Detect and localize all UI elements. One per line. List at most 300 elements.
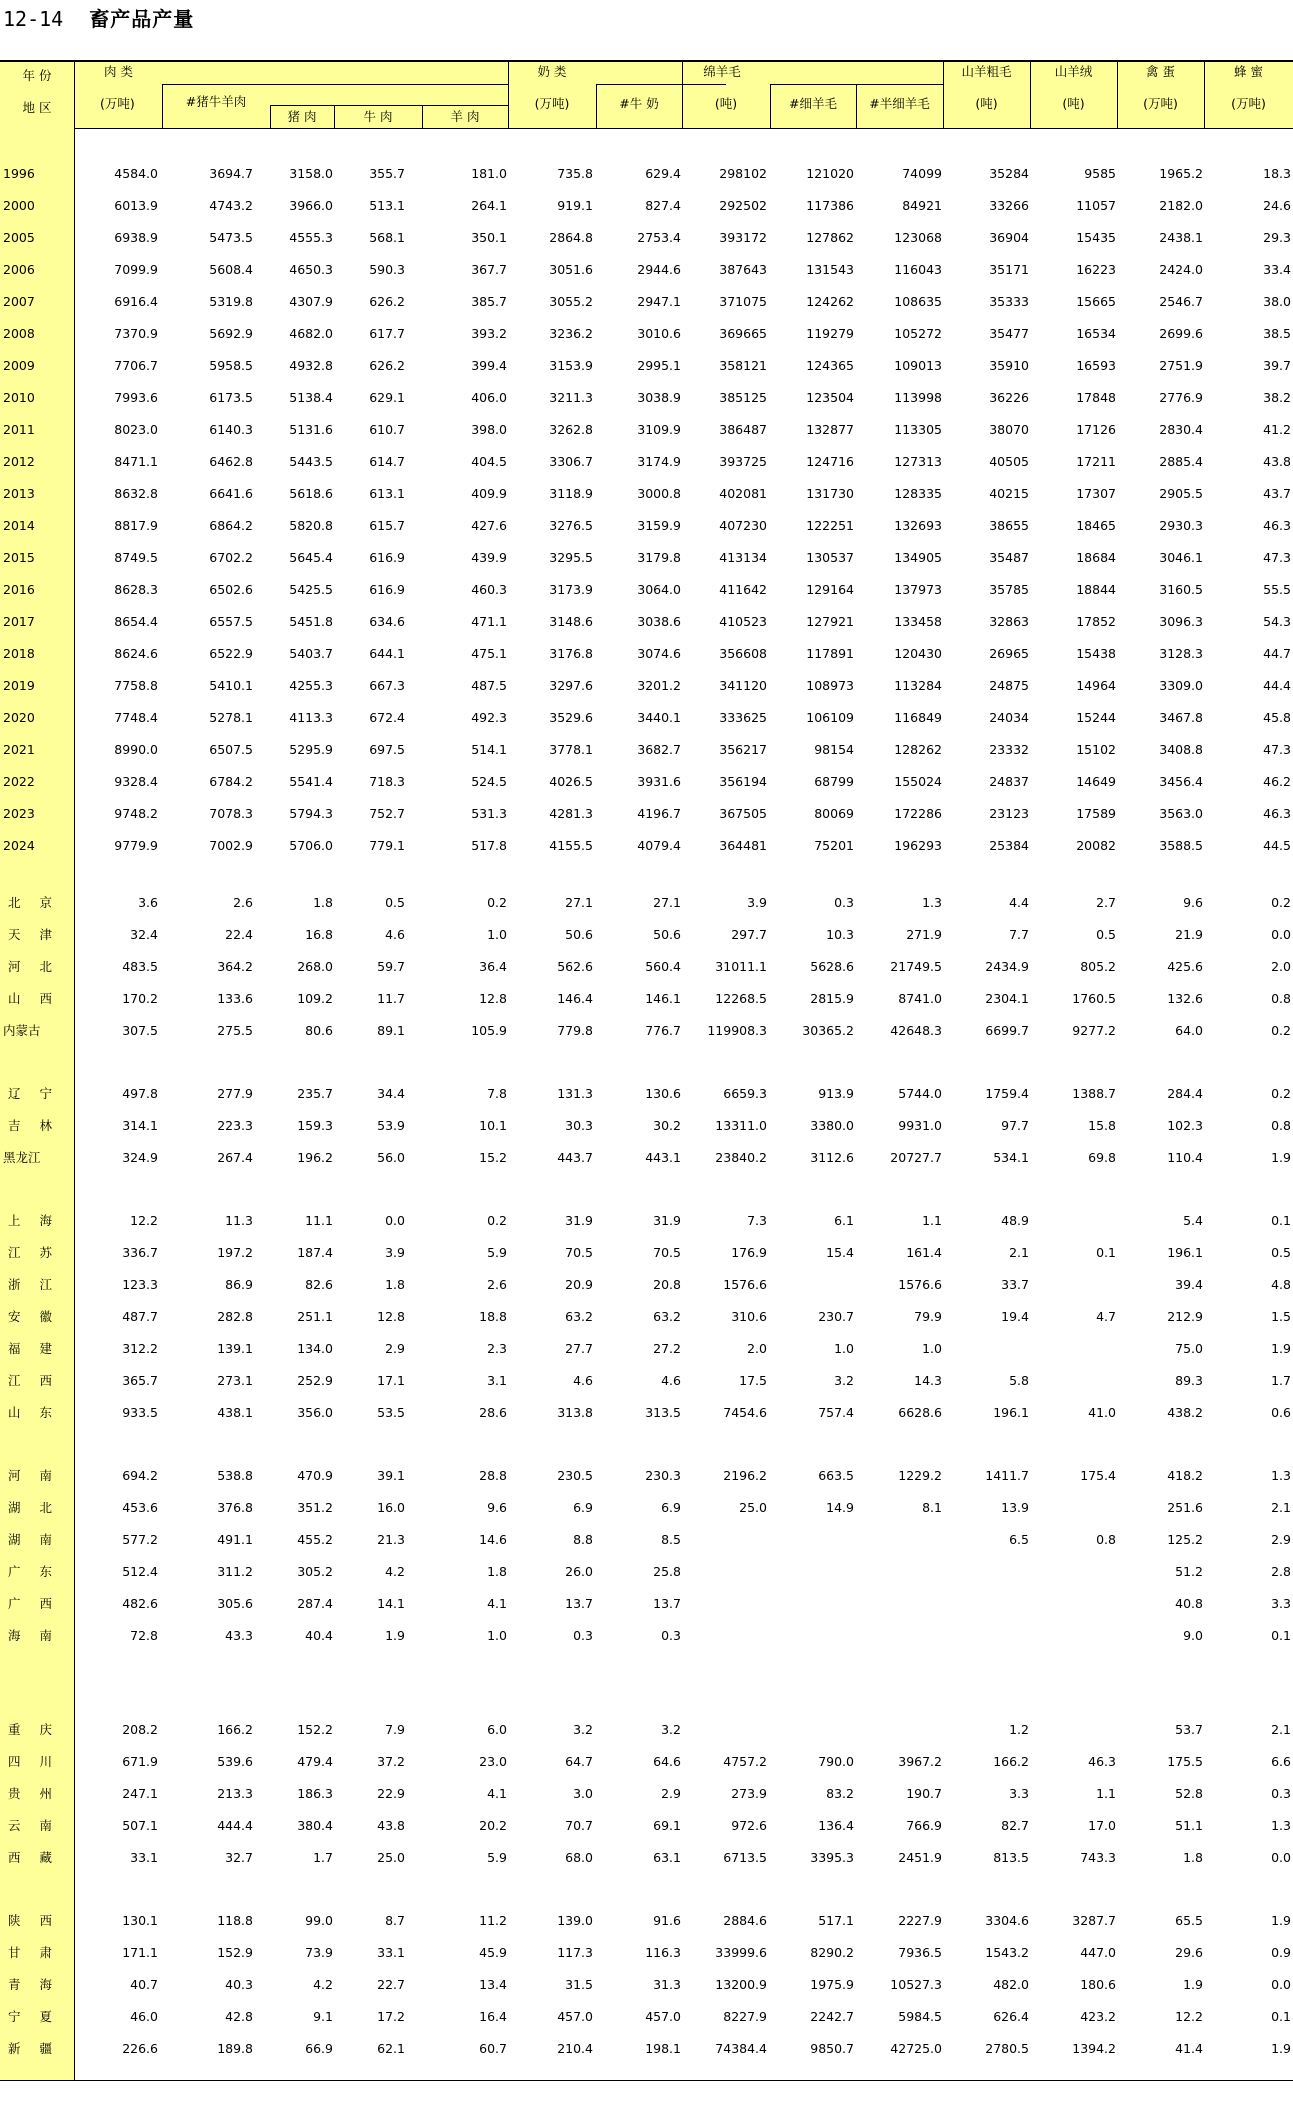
cell-beef: 779.1 <box>369 838 405 853</box>
cell-eggs: 425.6 <box>1167 959 1203 974</box>
beef-header: 牛 肉 <box>363 109 393 124</box>
cell-honey: 43.8 <box>1263 454 1291 469</box>
cell-mutton: 11.2 <box>479 1913 507 1928</box>
cell-pork: 40.4 <box>305 1628 333 1643</box>
cell-cashmere <box>1033 1365 1116 1397</box>
cell-honey: 2.9 <box>1271 1532 1291 1547</box>
cell-pork: 4682.0 <box>289 326 333 341</box>
cell-sheep-wool: 2.0 <box>747 1341 767 1356</box>
cell-cow-milk: 3109.9 <box>637 422 681 437</box>
cell-pork-beef-mutton: 2.6 <box>233 895 253 910</box>
cell-pork: 187.4 <box>297 1245 333 1260</box>
cell-pork-beef-mutton: 6702.2 <box>209 550 253 565</box>
cell-sheep-wool: 385125 <box>719 390 767 405</box>
cell-semi-fine-wool: 1229.2 <box>898 1468 942 1483</box>
table-row <box>0 766 1293 798</box>
cell-milk: 3176.8 <box>549 646 593 661</box>
cell-mutton: 393.2 <box>471 326 507 341</box>
cell-milk: 63.2 <box>565 1309 593 1324</box>
cell-pork-beef-mutton: 213.3 <box>217 1786 253 1801</box>
cell-pork-beef-mutton: 6462.8 <box>209 454 253 469</box>
cell-cashmere <box>1033 1492 1116 1524</box>
cell-pork: 5451.8 <box>289 614 333 629</box>
cell-sheep-wool: 407230 <box>719 518 767 533</box>
cell-pork: 99.0 <box>305 1913 333 1928</box>
cell-cashmere <box>1033 1588 1116 1620</box>
cell-fine-wool: 83.2 <box>826 1786 854 1801</box>
cell-meat: 12.2 <box>130 1213 158 1228</box>
cell-sheep-wool: 74384.4 <box>715 2041 767 2056</box>
table-row <box>0 1365 1293 1397</box>
cell-honey: 1.3 <box>1271 1468 1291 1483</box>
cell-milk: 3778.1 <box>549 742 593 757</box>
cell-meat: 130.1 <box>122 1913 158 1928</box>
cell-cashmere: 18465 <box>1076 518 1116 533</box>
cell-fine-wool: 124716 <box>806 454 854 469</box>
table-row <box>0 830 1293 862</box>
cell-honey: 0.0 <box>1271 1977 1291 1992</box>
cell-pork-beef-mutton: 277.9 <box>217 1086 253 1101</box>
cell-goat-hair: 35171 <box>989 262 1029 277</box>
cell-honey: 0.2 <box>1271 895 1291 910</box>
year-label: 2024 <box>3 838 35 853</box>
cell-eggs: 21.9 <box>1175 927 1203 942</box>
fine-wool-header: #细羊毛 <box>789 96 837 111</box>
cell-semi-fine-wool: 2227.9 <box>898 1913 942 1928</box>
cell-cashmere: 2.7 <box>1096 895 1116 910</box>
table-row <box>0 670 1293 702</box>
cell-cashmere: 16534 <box>1076 326 1116 341</box>
region-label: 广西 <box>8 1596 52 1611</box>
cell-eggs: 3467.8 <box>1159 710 1203 725</box>
cell-honey: 2.1 <box>1271 1722 1291 1737</box>
header-bottom-rule <box>0 128 1293 129</box>
cell-goat-hair: 4.4 <box>1009 895 1029 910</box>
cell-honey: 2.8 <box>1271 1564 1291 1579</box>
cell-honey: 46.3 <box>1263 518 1291 533</box>
cell-cow-milk: 3682.7 <box>637 742 681 757</box>
cell-fine-wool: 6.1 <box>834 1213 854 1228</box>
cell-fine-wool: 230.7 <box>818 1309 854 1324</box>
cell-goat-hair: 23123 <box>989 806 1029 821</box>
table-row <box>0 1746 1293 1778</box>
cell-meat: 497.8 <box>122 1086 158 1101</box>
cell-eggs: 65.5 <box>1175 1913 1203 1928</box>
cell-mutton: 4.1 <box>487 1786 507 1801</box>
cell-beef: 12.8 <box>377 1309 405 1324</box>
cell-semi-fine-wool: 9931.0 <box>898 1118 942 1133</box>
cell-mutton: 404.5 <box>471 454 507 469</box>
cell-cow-milk: 6.9 <box>661 1500 681 1515</box>
cell-sheep-wool: 31011.1 <box>715 959 767 974</box>
cell-sheep-wool: 369665 <box>719 326 767 341</box>
cell-honey: 0.3 <box>1271 1786 1291 1801</box>
cell-goat-hair: 35477 <box>989 326 1029 341</box>
cell-milk: 562.6 <box>557 959 593 974</box>
cell-cashmere: 0.5 <box>1096 927 1116 942</box>
cell-eggs: 2776.9 <box>1159 390 1203 405</box>
cell-mutton: 2.6 <box>487 1277 507 1292</box>
cell-cashmere: 4.7 <box>1096 1309 1116 1324</box>
cell-beef: 590.3 <box>369 262 405 277</box>
cell-mutton: 439.9 <box>471 550 507 565</box>
year-label: 2009 <box>3 358 35 373</box>
cell-goat-hair: 1759.4 <box>985 1086 1029 1101</box>
cell-pork-beef-mutton: 11.3 <box>225 1213 253 1228</box>
cell-fine-wool: 757.4 <box>818 1405 854 1420</box>
cell-sheep-wool: 402081 <box>719 486 767 501</box>
cell-mutton: 16.4 <box>479 2009 507 2024</box>
cell-milk: 20.9 <box>565 1277 593 1292</box>
cell-mutton: 460.3 <box>471 582 507 597</box>
cell-cow-milk: 3000.8 <box>637 486 681 501</box>
cell-fine-wool: 15.4 <box>826 1245 854 1260</box>
cell-pork: 196.2 <box>297 1150 333 1165</box>
cell-honey: 1.3 <box>1271 1818 1291 1833</box>
cell-mutton: 10.1 <box>479 1118 507 1133</box>
cell-beef: 616.9 <box>369 582 405 597</box>
cell-cow-milk: 2947.1 <box>637 294 681 309</box>
cell-milk: 313.8 <box>557 1405 593 1420</box>
cell-fine-wool: 3112.6 <box>810 1150 854 1165</box>
cell-meat: 453.6 <box>122 1500 158 1515</box>
cell-cow-milk: 2944.6 <box>637 262 681 277</box>
cell-pork: 5618.6 <box>289 486 333 501</box>
cashmere-unit: (吨) <box>1062 96 1085 111</box>
cell-fine-wool: 130537 <box>806 550 854 565</box>
cell-pork: 4.2 <box>313 1977 333 1992</box>
cell-cashmere: 175.4 <box>1080 1468 1116 1483</box>
cell-beef: 616.9 <box>369 550 405 565</box>
table-row <box>0 1810 1293 1842</box>
cell-cow-milk: 3201.2 <box>637 678 681 693</box>
cell-sheep-wool: 6659.3 <box>723 1086 767 1101</box>
cell-pork: 1.8 <box>313 895 333 910</box>
cell-eggs: 284.4 <box>1167 1086 1203 1101</box>
cell-pork: 356.0 <box>297 1405 333 1420</box>
cell-pork: 5443.5 <box>289 454 333 469</box>
cell-meat: 8632.8 <box>114 486 158 501</box>
semi-fine-wool-header: #半细羊毛 <box>869 96 930 111</box>
region-label: 四川 <box>8 1754 52 1769</box>
cell-cow-milk: 63.1 <box>653 1850 681 1865</box>
cell-beef: 89.1 <box>377 1023 405 1038</box>
cell-honey: 41.2 <box>1263 422 1291 437</box>
cell-fine-wool: 129164 <box>806 582 854 597</box>
cell-pork: 252.9 <box>297 1373 333 1388</box>
cashmere-header: 山羊绒 <box>1054 64 1093 79</box>
cell-eggs: 3563.0 <box>1159 806 1203 821</box>
cell-beef: 626.2 <box>369 294 405 309</box>
year-label: 2014 <box>3 518 35 533</box>
cell-cashmere: 17852 <box>1076 614 1116 629</box>
cell-semi-fine-wool: 271.9 <box>906 927 942 942</box>
cell-eggs: 12.2 <box>1175 2009 1203 2024</box>
cell-fine-wool: 10.3 <box>826 927 854 942</box>
table-row <box>0 1905 1293 1937</box>
cell-cashmere: 15.8 <box>1088 1118 1116 1133</box>
cell-milk: 4.6 <box>573 1373 593 1388</box>
cell-mutton: 367.7 <box>471 262 507 277</box>
cell-cow-milk: 13.7 <box>653 1596 681 1611</box>
cell-mutton: 492.3 <box>471 710 507 725</box>
goat-hair-unit: (吨) <box>975 96 998 111</box>
cell-mutton: 28.6 <box>479 1405 507 1420</box>
cell-pork-beef-mutton: 438.1 <box>217 1405 253 1420</box>
cell-beef: 14.1 <box>377 1596 405 1611</box>
cell-cashmere <box>1033 1269 1116 1301</box>
cell-goat-hair: 48.9 <box>1001 1213 1029 1228</box>
cell-mutton: 60.7 <box>479 2041 507 2056</box>
table-row <box>0 254 1293 286</box>
year-label: 2008 <box>3 326 35 341</box>
cell-cow-milk: 30.2 <box>653 1118 681 1133</box>
year-label: 1996 <box>3 166 35 181</box>
cell-cashmere: 16593 <box>1076 358 1116 373</box>
cell-semi-fine-wool: 21749.5 <box>890 959 942 974</box>
cell-beef: 718.3 <box>369 774 405 789</box>
cell-pork: 287.4 <box>297 1596 333 1611</box>
cell-eggs: 438.2 <box>1167 1405 1203 1420</box>
cell-milk: 4155.5 <box>549 838 593 853</box>
cell-goat-hair: 166.2 <box>993 1754 1029 1769</box>
cell-fine-wool: 124365 <box>806 358 854 373</box>
cell-sheep-wool: 410523 <box>719 614 767 629</box>
cell-pork-beef-mutton: 3694.7 <box>209 166 253 181</box>
cell-meat: 324.9 <box>122 1150 158 1165</box>
cell-cow-milk: 827.4 <box>645 198 681 213</box>
cell-milk: 31.9 <box>565 1213 593 1228</box>
cell-mutton: 5.9 <box>487 1850 507 1865</box>
cell-milk: 26.0 <box>565 1564 593 1579</box>
cell-semi-fine-wool: 1.0 <box>922 1341 942 1356</box>
cell-beef: 617.7 <box>369 326 405 341</box>
cell-semi-fine-wool: 84921 <box>902 198 942 213</box>
cell-honey: 38.2 <box>1263 390 1291 405</box>
cell-fine-wool: 790.0 <box>818 1754 854 1769</box>
cell-fine-wool: 132877 <box>806 422 854 437</box>
cell-eggs: 3160.5 <box>1159 582 1203 597</box>
cell-goat-hair: 813.5 <box>993 1850 1029 1865</box>
cell-milk: 3173.9 <box>549 582 593 597</box>
cell-pork: 3158.0 <box>289 166 333 181</box>
milk-header: 奶 类 <box>537 64 567 79</box>
cell-eggs: 75.0 <box>1175 1341 1203 1356</box>
cell-cow-milk: 2.9 <box>661 1786 681 1801</box>
cell-milk: 4281.3 <box>549 806 593 821</box>
cell-mutton: 514.1 <box>471 742 507 757</box>
cell-pork: 4255.3 <box>289 678 333 693</box>
year-label: 2000 <box>3 198 35 213</box>
cell-pork-beef-mutton: 282.8 <box>217 1309 253 1324</box>
cell-eggs: 1965.2 <box>1159 166 1203 181</box>
table-row <box>0 887 1293 919</box>
cell-milk: 0.3 <box>573 1628 593 1643</box>
cell-pork: 251.1 <box>297 1309 333 1324</box>
cell-sheep-wool: 386487 <box>719 422 767 437</box>
cell-fine-wool: 517.1 <box>818 1913 854 1928</box>
table-row <box>0 414 1293 446</box>
cell-goat-hair <box>946 1333 1029 1365</box>
cell-goat-hair: 36904 <box>989 230 1029 245</box>
cell-fine-wool <box>771 1588 854 1620</box>
cell-sheep-wool: 341120 <box>719 678 767 693</box>
cell-milk: 2864.8 <box>549 230 593 245</box>
cell-milk: 131.3 <box>557 1086 593 1101</box>
cell-meat: 40.7 <box>130 1977 158 1992</box>
sheep-wool-header: 绵羊毛 <box>703 64 741 79</box>
cell-cow-milk: 69.1 <box>653 1818 681 1833</box>
cell-milk: 68.0 <box>565 1850 593 1865</box>
cell-sheep-wool: 13200.9 <box>715 1977 767 1992</box>
cell-goat-hair: 32863 <box>989 614 1029 629</box>
cell-honey: 18.3 <box>1263 166 1291 181</box>
cell-goat-hair: 2780.5 <box>985 2041 1029 2056</box>
cell-sheep-wool: 25.0 <box>739 1500 767 1515</box>
cell-mutton: 12.8 <box>479 991 507 1006</box>
cell-cashmere: 1760.5 <box>1072 991 1116 1006</box>
cell-pork-beef-mutton: 5278.1 <box>209 710 253 725</box>
cell-pork: 109.2 <box>297 991 333 1006</box>
cell-cow-milk: 560.4 <box>645 959 681 974</box>
cell-fine-wool: 68799 <box>814 774 854 789</box>
cell-sheep-wool: 23840.2 <box>715 1150 767 1165</box>
cell-cow-milk: 2995.1 <box>637 358 681 373</box>
table-row <box>0 2001 1293 2033</box>
cell-pork: 73.9 <box>305 1945 333 1960</box>
cell-mutton: 399.4 <box>471 358 507 373</box>
cell-semi-fine-wool <box>858 1556 942 1588</box>
cell-cashmere <box>1033 1556 1116 1588</box>
cell-beef: 1.9 <box>385 1628 405 1643</box>
cell-sheep-wool: 273.9 <box>731 1786 767 1801</box>
cell-semi-fine-wool: 10527.3 <box>890 1977 942 1992</box>
cell-sheep-wool: 356194 <box>719 774 767 789</box>
cell-eggs: 2424.0 <box>1159 262 1203 277</box>
cell-meat: 4584.0 <box>114 166 158 181</box>
cell-meat: 512.4 <box>122 1564 158 1579</box>
cell-cashmere: 17589 <box>1076 806 1116 821</box>
cell-honey: 0.0 <box>1271 927 1291 942</box>
cell-pork: 351.2 <box>297 1500 333 1515</box>
cell-milk: 735.8 <box>557 166 593 181</box>
cell-beef: 4.6 <box>385 927 405 942</box>
cell-honey: 1.9 <box>1271 1913 1291 1928</box>
cell-pork-beef-mutton: 6502.6 <box>209 582 253 597</box>
cell-honey: 29.3 <box>1263 230 1291 245</box>
cell-fine-wool: 1.0 <box>834 1341 854 1356</box>
cell-pork: 159.3 <box>297 1118 333 1133</box>
cell-cashmere: 1.1 <box>1096 1786 1116 1801</box>
cell-sheep-wool: 119908.3 <box>707 1023 767 1038</box>
cell-honey: 44.4 <box>1263 678 1291 693</box>
year-label: 2005 <box>3 230 35 245</box>
region-label: 湖北 <box>8 1500 52 1515</box>
cell-goat-hair: 24837 <box>989 774 1029 789</box>
cell-cow-milk: 443.1 <box>645 1150 681 1165</box>
cell-cow-milk: 3064.0 <box>637 582 681 597</box>
cell-cow-milk: 4.6 <box>661 1373 681 1388</box>
cell-pork: 82.6 <box>305 1277 333 1292</box>
cell-meat: 7706.7 <box>114 358 158 373</box>
cell-cashmere: 0.1 <box>1096 1245 1116 1260</box>
cell-pork-beef-mutton: 7002.9 <box>209 838 253 853</box>
cell-cashmere <box>1033 1714 1116 1746</box>
cell-semi-fine-wool: 3967.2 <box>898 1754 942 1769</box>
cell-pork-beef-mutton: 152.9 <box>217 1945 253 1960</box>
cell-beef: 752.7 <box>369 806 405 821</box>
cell-honey: 1.5 <box>1271 1309 1291 1324</box>
cell-pork-beef-mutton: 6173.5 <box>209 390 253 405</box>
year-label: 2010 <box>3 390 35 405</box>
cell-fine-wool: 131730 <box>806 486 854 501</box>
cell-semi-fine-wool: 116849 <box>894 710 942 725</box>
cell-milk: 70.5 <box>565 1245 593 1260</box>
cell-beef: 672.4 <box>369 710 405 725</box>
year-label: 2015 <box>3 550 35 565</box>
cell-semi-fine-wool: 5984.5 <box>898 2009 942 2024</box>
table-number: 12-14 <box>3 7 64 31</box>
cell-cashmere: 0.8 <box>1096 1532 1116 1547</box>
pork-sub-rule <box>270 105 508 106</box>
cell-pork-beef-mutton: 6507.5 <box>209 742 253 757</box>
cell-pork: 5706.0 <box>289 838 333 853</box>
cell-beef: 614.7 <box>369 454 405 469</box>
cell-honey: 43.7 <box>1263 486 1291 501</box>
cell-fine-wool: 75201 <box>814 838 854 853</box>
region-label: 宁夏 <box>8 2009 52 2024</box>
table-row <box>0 702 1293 734</box>
cell-fine-wool: 14.9 <box>826 1500 854 1515</box>
cell-semi-fine-wool: 113284 <box>894 678 942 693</box>
cell-goat-hair: 2304.1 <box>985 991 1029 1006</box>
cell-goat-hair: 36226 <box>989 390 1029 405</box>
cell-cashmere: 17211 <box>1076 454 1116 469</box>
cell-meat: 7758.8 <box>114 678 158 693</box>
cell-milk: 64.7 <box>565 1754 593 1769</box>
cell-fine-wool: 123504 <box>806 390 854 405</box>
cell-milk: 779.8 <box>557 1023 593 1038</box>
cell-mutton: 3.1 <box>487 1373 507 1388</box>
cell-fine-wool: 2242.7 <box>810 2009 854 2024</box>
cell-beef: 634.6 <box>369 614 405 629</box>
cell-honey: 0.9 <box>1271 1945 1291 1960</box>
table-row <box>0 1333 1293 1365</box>
cell-mutton: 406.0 <box>471 390 507 405</box>
cell-eggs: 102.3 <box>1167 1118 1203 1133</box>
region-label: 海南 <box>8 1628 52 1643</box>
cell-pork: 380.4 <box>297 1818 333 1833</box>
cell-eggs: 3096.3 <box>1159 614 1203 629</box>
cell-honey: 2.0 <box>1271 959 1291 974</box>
cell-pork-beef-mutton: 539.6 <box>217 1754 253 1769</box>
cell-goat-hair: 6699.7 <box>985 1023 1029 1038</box>
cell-beef: 8.7 <box>385 1913 405 1928</box>
cell-honey: 45.8 <box>1263 710 1291 725</box>
header-top-rule <box>0 60 1293 62</box>
cell-mutton: 264.1 <box>471 198 507 213</box>
cell-semi-fine-wool: 8741.0 <box>898 991 942 1006</box>
cell-pork-beef-mutton: 139.1 <box>217 1341 253 1356</box>
cell-eggs: 3309.0 <box>1159 678 1203 693</box>
cell-sheep-wool: 364481 <box>719 838 767 853</box>
region-label: 山东 <box>8 1405 52 1420</box>
cell-mutton: 5.9 <box>487 1245 507 1260</box>
cell-beef: 355.7 <box>369 166 405 181</box>
cell-goat-hair <box>946 1620 1029 1652</box>
cell-cashmere <box>1033 1620 1116 1652</box>
cell-semi-fine-wool: 105272 <box>894 326 942 341</box>
